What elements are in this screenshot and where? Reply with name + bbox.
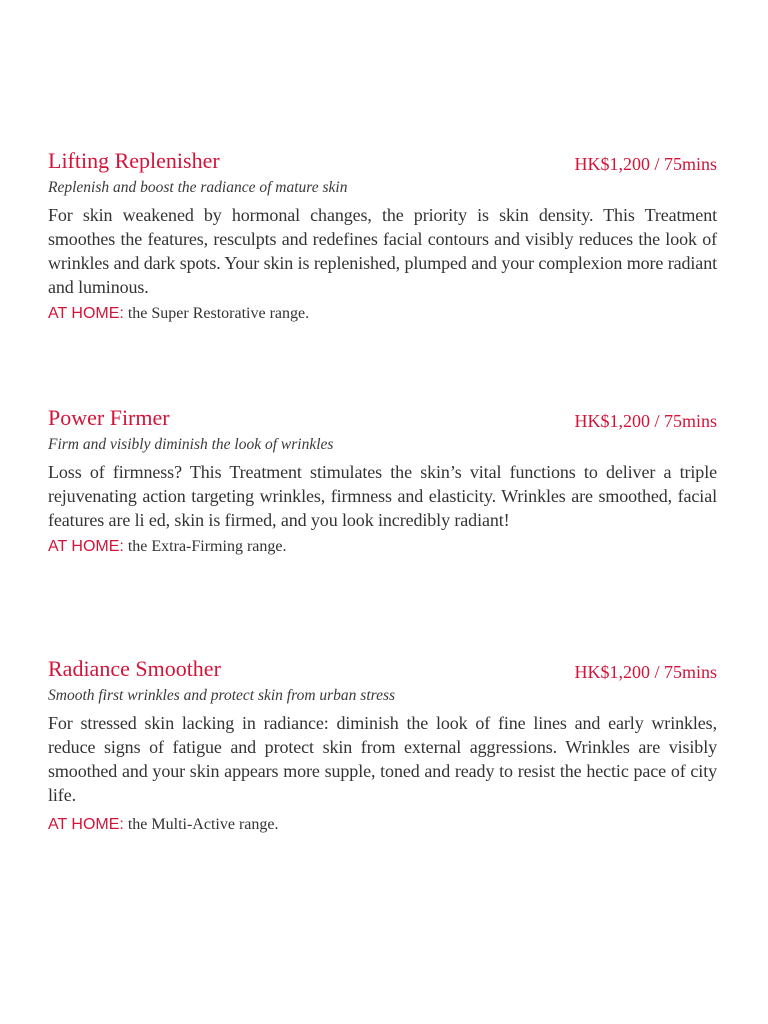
treatment-title: Lifting Replenisher — [48, 148, 220, 173]
at-home-note — [48, 538, 717, 556]
at-home-text: the Extra-Firming range. — [127, 538, 287, 555]
at-home-text: the Super Restorative range. — [127, 305, 310, 322]
treatment-subtitle: Replenish and boost the radiance of mature skin — [48, 179, 348, 196]
treatment-radiance-smoother — [48, 656, 717, 834]
at-home-note — [48, 816, 717, 834]
at-home-label: AT HOME: — [48, 538, 124, 555]
treatment-description: For stressed skin lacking in radiance: diminish the look of fine lines and early wrinkles, reduce signs of fatigue and protect skin from external aggressions. Wrinkles are visibly smoothed and your skin appears more supple, toned and ready to resist the hectic pace of city life. — [48, 713, 717, 805]
at-home-label: AT HOME: — [48, 816, 124, 833]
treatment-subtitle: Smooth first wrinkles and protect skin from urban stress — [48, 687, 396, 704]
title-row — [48, 148, 717, 178]
at-home-text: the Multi-Active range. — [127, 816, 279, 833]
title-row — [48, 405, 717, 435]
at-home-label: AT HOME: — [48, 305, 124, 322]
treatment-power-firmer — [48, 405, 717, 556]
treatment-description: Loss of firmness? This Treatment stimulates the skin’s vital functions to deliver a triple rejuvenating action targeting wrinkles, firmness and elasticity. Wrinkles are smoothed, facial features are li ed, skin is firmed, and you look incredibly radiant! — [48, 462, 717, 530]
treatment-description: For skin weakened by hormonal changes, the priority is skin density. This Treatment smoothes the features, resculpts and redefines facial contours and visibly reduces the look of wrinkles and dark spots. Your skin is replenished, plumped and your complexion more radiant and luminous. — [48, 205, 717, 297]
treatment-price: HK$1,200 / 75mins — [574, 662, 717, 682]
treatment-title: Radiance Smoother — [48, 656, 221, 681]
treatment-title: Power Firmer — [48, 405, 170, 430]
title-row — [48, 656, 717, 686]
treatment-price: HK$1,200 / 75mins — [574, 154, 717, 174]
at-home-note — [48, 305, 717, 323]
treatment-price: HK$1,200 / 75mins — [574, 411, 717, 431]
treatment-lifting-replenisher — [48, 148, 717, 323]
treatment-subtitle: Firm and visibly diminish the look of wrinkles — [48, 436, 334, 453]
